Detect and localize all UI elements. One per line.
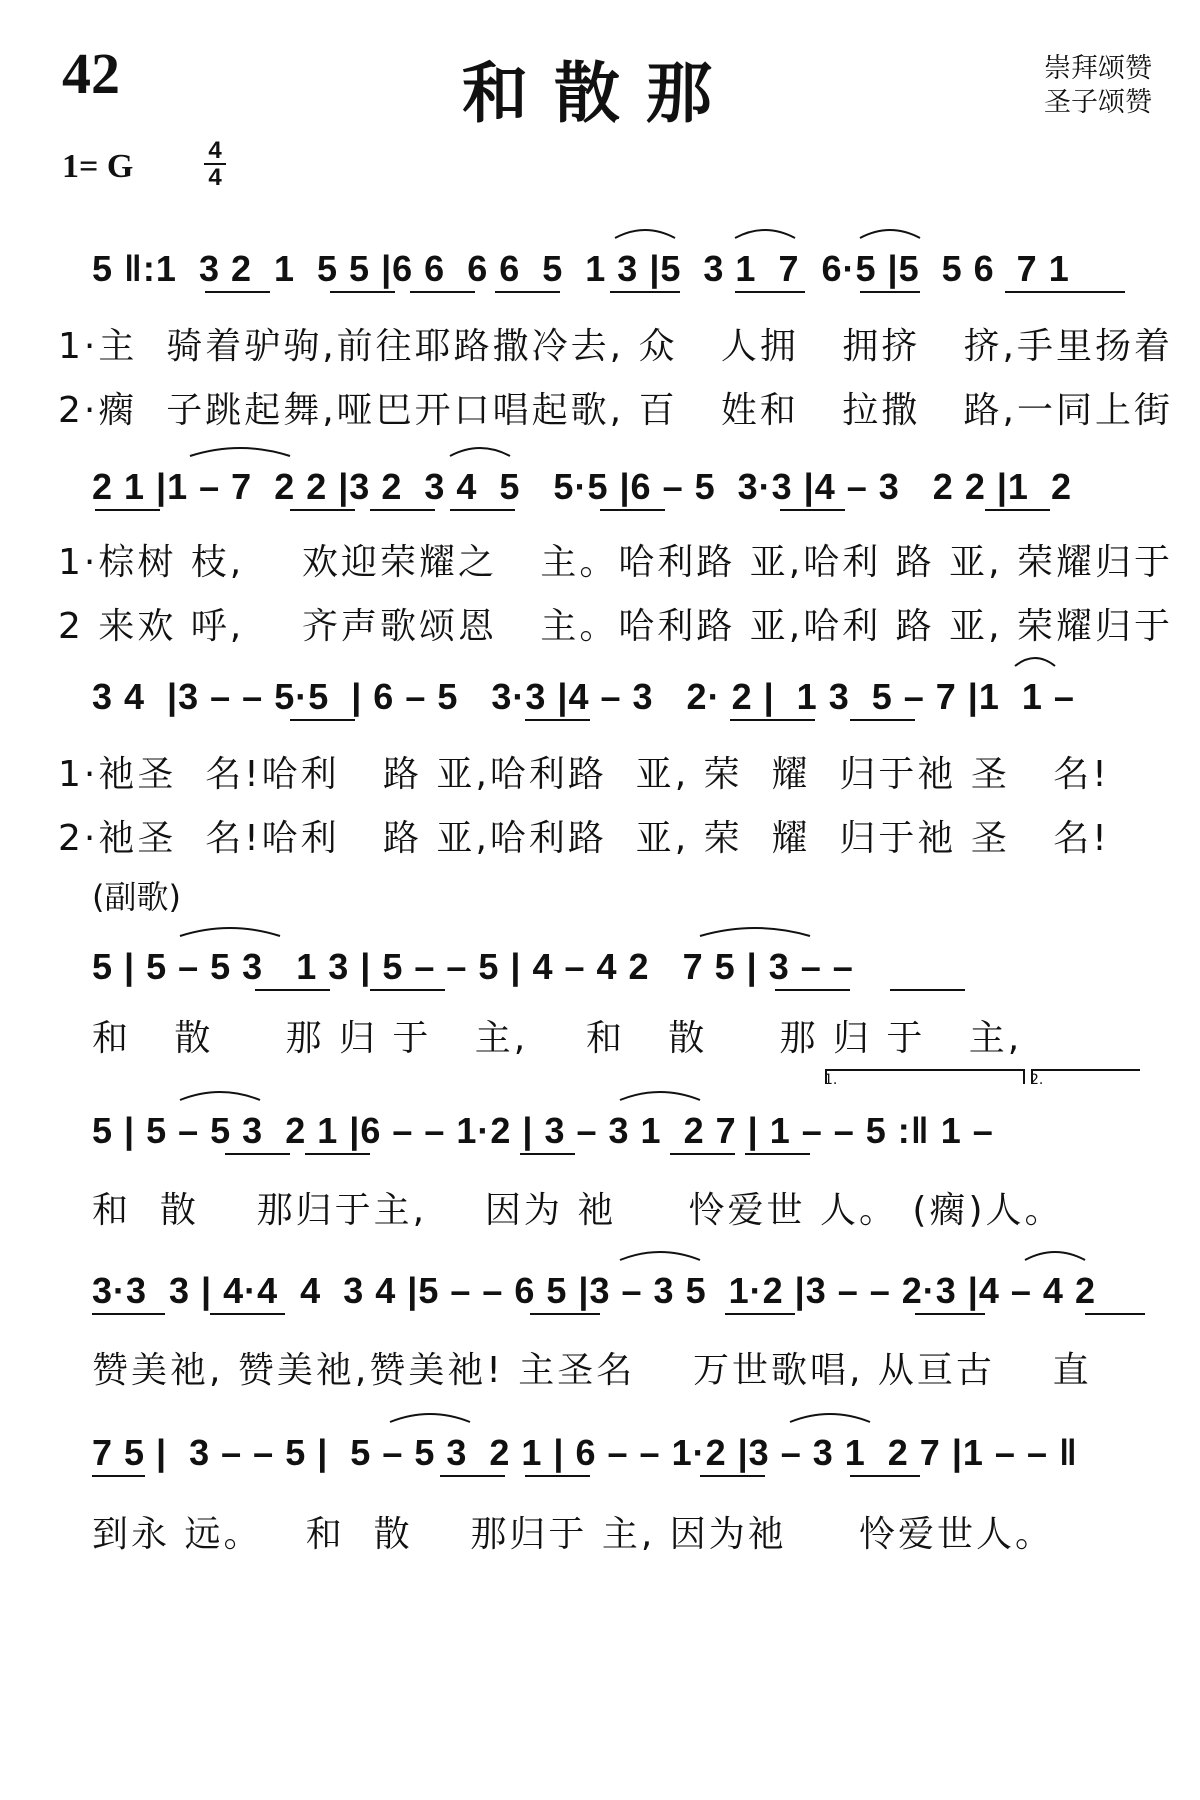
tie-slur xyxy=(450,448,510,456)
tie-slur xyxy=(390,1414,470,1422)
key-signature: 1= G xyxy=(62,148,134,185)
lyric-line-2-verse-2: 2 来欢 呼, 齐声歌颂恩 主。哈利路 亚,哈利 路 亚, 荣耀归于 xyxy=(58,606,1173,647)
page-title: 和散那 xyxy=(462,54,738,132)
chorus-lyric-line-2: 和 散 那归于主, 因为 祂 怜爱世 人。 (瘸)人。 xyxy=(92,1190,1064,1231)
chorus-lyric-line-3: 赞美祂, 赞美祂,赞美祂! 主圣名 万世歌唱, 从亘古 直 xyxy=(92,1350,1092,1391)
volta-1-label: 1. xyxy=(824,1072,838,1088)
tie-slur xyxy=(190,448,290,456)
chorus-notation-line-2: 5 | 5 – 5 3 2 1 |6 – – 1·2 | 3 – 3 1 2 7 | 1 – – 5 :‖ 1 – xyxy=(92,1110,994,1151)
chorus-label: (副歌) xyxy=(92,878,181,916)
tie-slur xyxy=(615,230,675,238)
tie-slur xyxy=(790,1414,870,1422)
chorus-lyric-line-4: 到永 远。 和 散 那归于 主, 因为祂 怜爱世人。 xyxy=(92,1514,1054,1555)
chorus-notation-line-3: 3·3 3 | 4·4 4 3 4 |5 – – 6 5 |3 – 3 5 1·2 |3 – – 2·3 |4 – 4 2 xyxy=(92,1270,1096,1311)
category-secondary: 圣子颂赞 xyxy=(1044,87,1152,118)
time-signature-bottom: 4 xyxy=(208,164,222,191)
notation-line-1: 5 ‖:1 3 2 1 5 5 |6 6 6 6 5 1 3 |5 3 1 7 6·5 |5 5 6 7 1 xyxy=(92,248,1070,289)
time-signature-top: 4 xyxy=(208,137,222,164)
tie-slur xyxy=(1025,1252,1085,1260)
chorus-lyric-line-1: 和 散 那 归 于 主, 和 散 那 归 于 主, xyxy=(92,1018,1023,1059)
tie-slur xyxy=(180,928,280,936)
notation-line-2: 2 1 |1 – 7 2 2 |3 2 3 4 5 5·5 |6 – 5 3·3 |4 – 3 2 2 |1 2 xyxy=(92,466,1072,507)
tie-slur xyxy=(620,1252,700,1260)
volta-2-bracket xyxy=(1032,1070,1140,1084)
chorus-notation-line-1: 5 | 5 – 5 3 1 3 | 5 – – 5 | 4 – 4 2 7 5 | 3 – – xyxy=(92,946,854,987)
category-primary: 崇拜颂赞 xyxy=(1044,53,1152,84)
tie-slur xyxy=(700,928,810,936)
chorus-notation-line-4: 7 5 | 3 – – 5 | 5 – 5 3 2 1 | 6 – – 1·2 |3 – 3 1 2 7 |1 – – ‖ xyxy=(92,1432,1078,1473)
volta-1-bracket xyxy=(826,1070,1024,1084)
tie-slur xyxy=(735,230,795,238)
lyric-line-1-verse-1: 1·主 骑着驴驹,前往耶路撒冷去, 众 人拥 拥挤 挤,手里扬着 xyxy=(58,326,1173,367)
lyric-line-3-verse-2: 2·祂圣 名!哈利 路 亚,哈利路 亚, 荣 耀 归于祂 圣 名! xyxy=(58,818,1110,859)
tie-slur xyxy=(1015,658,1055,666)
lyric-line-2-verse-1: 1·棕树 枝, 欢迎荣耀之 主。哈利路 亚,哈利 路 亚, 荣耀归于 xyxy=(58,542,1173,583)
tie-slur xyxy=(180,1092,260,1100)
notation-line-3: 3 4 |3 – – 5·5 | 6 – 5 3·3 |4 – 3 2· 2 | 1 3 5 – 7 |1 1 – xyxy=(92,676,1075,717)
lyric-line-1-verse-2: 2·瘸 子跳起舞,哑巴开口唱起歌, 百 姓和 拉撒 路,一同上街 xyxy=(58,390,1173,431)
lyric-line-3-verse-1: 1·祂圣 名!哈利 路 亚,哈利路 亚, 荣 耀 归于祂 圣 名! xyxy=(58,754,1110,795)
hymn-number: 42 xyxy=(62,41,120,106)
tie-slur xyxy=(620,1092,700,1100)
tie-slur xyxy=(860,230,920,238)
volta-2-label: 2. xyxy=(1030,1072,1044,1088)
